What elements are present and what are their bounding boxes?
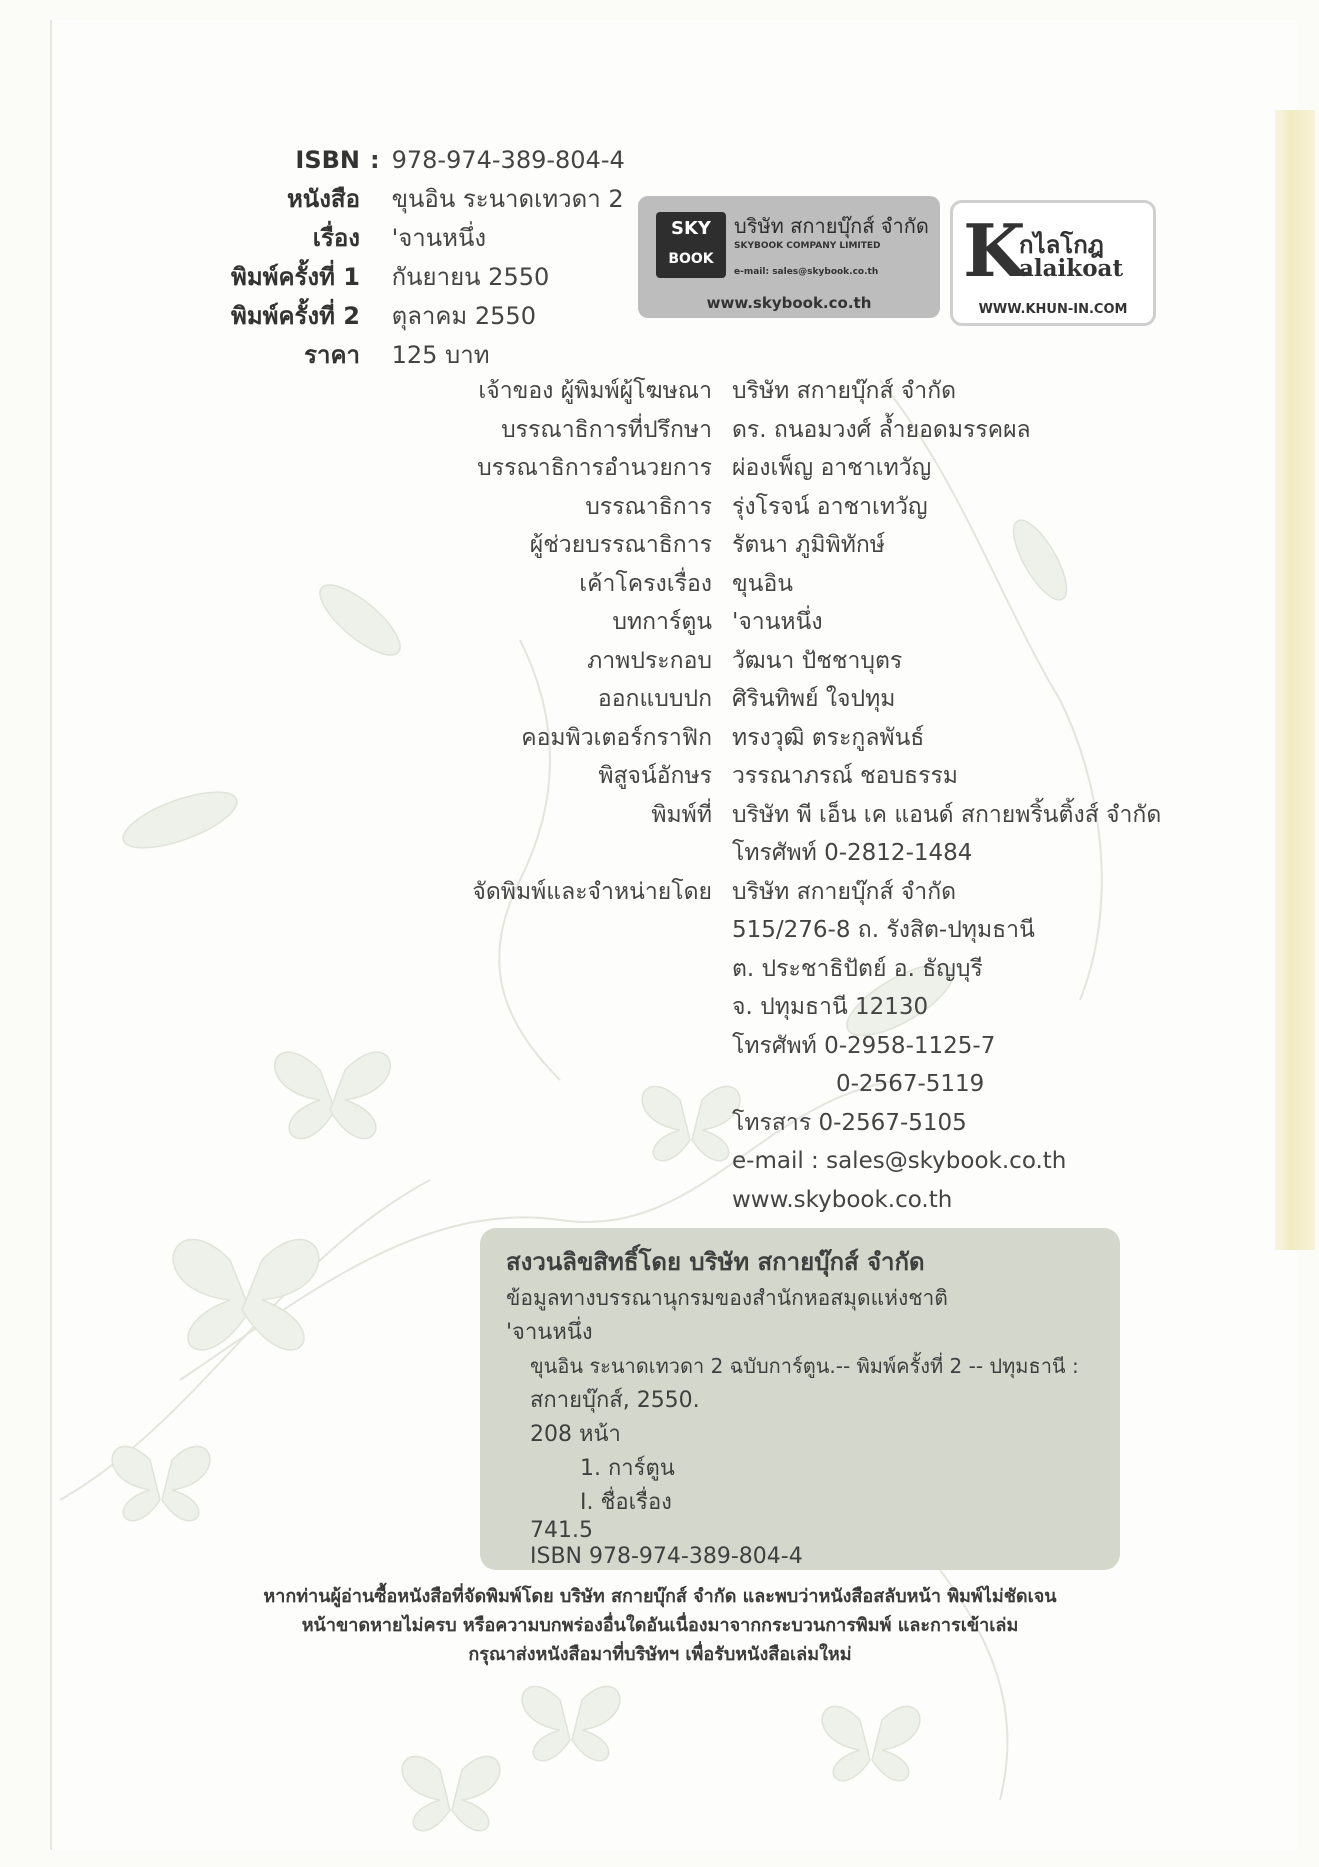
biblio-value: 125 บาท bbox=[391, 341, 490, 369]
credit-role bbox=[400, 1142, 732, 1181]
credit-role: เจ้าของ ผู้พิมพ์ผู้โฆษณา bbox=[478, 378, 712, 405]
cip-pages: 208 หน้า bbox=[530, 1422, 621, 1447]
credit-role bbox=[400, 1065, 732, 1104]
kalaikoat-url: WWW.KHUN-IN.COM bbox=[978, 302, 1128, 317]
credit-row bbox=[400, 1104, 1161, 1143]
credit-row bbox=[400, 449, 1161, 488]
credit-row bbox=[400, 680, 1161, 719]
credit-name: โทรศัพท์ 0-2812-1484 bbox=[732, 840, 973, 867]
credit-role: พิมพ์ที่ bbox=[651, 801, 712, 828]
biblio-key: เรื่อง bbox=[312, 224, 360, 252]
credit-name: บริษัท สกายบุ๊กส์ จำกัด bbox=[732, 878, 957, 905]
credit-row bbox=[400, 526, 1161, 565]
credit-name: รัตนา ภูมิพิทักษ์ bbox=[732, 532, 885, 559]
cip-isbn: ISBN 978-974-389-804-4 bbox=[530, 1544, 803, 1569]
credit-role bbox=[400, 911, 732, 950]
credit-name: ศิรินทิพย์ ใจปทุม bbox=[732, 686, 896, 713]
biblio-key: ราคา bbox=[304, 341, 360, 369]
credit-role: พิสูจน์อักษร bbox=[598, 763, 712, 790]
credit-role: บทการ์ตูน bbox=[612, 609, 712, 636]
biblio-separator bbox=[370, 257, 392, 296]
credit-row bbox=[400, 372, 1161, 411]
credit-role bbox=[400, 1181, 732, 1220]
credit-name: e-mail : sales@skybook.co.th bbox=[732, 1148, 1067, 1175]
credit-name: ขุนอิน bbox=[732, 570, 793, 597]
kalaikoat-logo-thai: กไลโกฎ bbox=[1019, 231, 1104, 259]
credit-role: บรรณาธิการ bbox=[585, 493, 712, 520]
credit-row bbox=[400, 873, 1161, 912]
cip-title-entry: I. ชื่อเรื่อง bbox=[580, 1490, 672, 1515]
biblio-value: ขุนอิน ระนาดเทวดา 2 bbox=[391, 185, 624, 213]
biblio-separator: : bbox=[370, 145, 380, 174]
credit-name: วัฒนา ปัชชาบุตร bbox=[732, 647, 903, 674]
credit-role: เค้าโครงเรื่อง bbox=[579, 570, 712, 597]
credit-name: 515/276-8 ถ. รังสิต-ปทุมธานี bbox=[732, 917, 1035, 944]
credit-role: ผู้ช่วยบรรณาธิการ bbox=[529, 532, 712, 559]
credit-row bbox=[400, 719, 1161, 758]
credit-role bbox=[400, 834, 732, 873]
credit-role bbox=[400, 1027, 732, 1066]
biblio-key: พิมพ์ครั้งที่ 1 bbox=[231, 263, 360, 291]
cip-description-line-1: ขุนอิน ระนาดเทวดา 2 ฉบับการ์ตูน.-- พิมพ์ครั้งที่ 2 -- ปทุมธานี : bbox=[530, 1354, 1079, 1378]
biblio-separator bbox=[370, 296, 392, 335]
biblio-row-book bbox=[200, 179, 625, 218]
credit-row bbox=[400, 488, 1161, 527]
credit-name: บริษัท พี เอ็น เค แอนด์ สกายพริ้นติ้งส์ จำกัด bbox=[732, 801, 1162, 828]
credit-role bbox=[400, 1104, 732, 1143]
biblio-row-story bbox=[200, 218, 625, 257]
biblio-key: ISBN bbox=[295, 145, 360, 174]
credit-role: ออกแบบปก bbox=[597, 686, 712, 713]
skybook-logo-book: BOOK bbox=[668, 251, 714, 267]
cip-classification: 741.5 bbox=[530, 1518, 593, 1543]
biblio-separator bbox=[370, 179, 392, 218]
credit-row bbox=[400, 603, 1161, 642]
credit-row bbox=[400, 950, 1161, 989]
credit-name: โทรศัพท์ 0-2958-1125-7 bbox=[732, 1032, 996, 1059]
credit-role: บรรณาธิการอำนวยการ bbox=[477, 455, 712, 482]
cataloging-in-publication-box bbox=[480, 1228, 1120, 1570]
skybook-url: www.skybook.co.th bbox=[706, 294, 872, 312]
credits-list bbox=[400, 372, 1161, 1219]
credit-role bbox=[400, 950, 732, 989]
credit-name: ผ่องเพ็ญ อาชาเทวัญ bbox=[732, 455, 932, 482]
credit-name: ต. ประชาธิปัตย์ อ. ธัญบุรี bbox=[732, 955, 983, 982]
biblio-value: ตุลาคม 2550 bbox=[391, 302, 536, 330]
credit-role bbox=[400, 988, 732, 1027]
skybook-company-details bbox=[734, 240, 930, 278]
credit-row bbox=[400, 1142, 1161, 1181]
credit-row bbox=[400, 988, 1161, 1027]
biblio-separator bbox=[370, 335, 392, 374]
kalaikoat-logo bbox=[950, 200, 1156, 326]
credit-row bbox=[400, 757, 1161, 796]
credit-row bbox=[400, 642, 1161, 681]
credit-name: ดร. ถนอมวงศ์ ล้ำยอดมรรคผล bbox=[732, 416, 1031, 443]
biblio-separator bbox=[370, 218, 392, 257]
credit-row bbox=[400, 796, 1161, 835]
notice-line-1: หากท่านผู้อ่านซื้อหนังสือที่จัดพิมพ์โดย บริษัท สกายบุ๊กส์ จำกัด และพบว่าหนังสือสลับหน้า พิมพ์ไม่ชัดเจน bbox=[263, 1586, 1057, 1607]
biblio-value: 'จานหนึ่ง bbox=[391, 224, 487, 252]
notice-line-3: กรุณาส่งหนังสือมาที่บริษัทฯ เพื่อรับหนังสือเล่มใหม่ bbox=[468, 1644, 852, 1665]
credit-name: บริษัท สกายบุ๊กส์ จำกัด bbox=[732, 378, 957, 405]
skybook-logo bbox=[638, 196, 940, 318]
credit-row bbox=[400, 1027, 1161, 1066]
credit-name: ทรงวุฒิ ตระกูลพันธ์ bbox=[732, 724, 925, 751]
copyright-line: สงวนลิขสิทธิ์โดย บริษัท สกายบุ๊กส์ จำกัด bbox=[506, 1248, 925, 1276]
skybook-logo-sky: SKY bbox=[671, 218, 711, 239]
credit-row bbox=[400, 834, 1161, 873]
kalaikoat-logo-latin: alaikoat bbox=[1019, 255, 1124, 282]
biblio-row-print-1 bbox=[200, 257, 625, 296]
biblio-row-isbn bbox=[200, 140, 625, 179]
biblio-key: หนังสือ bbox=[286, 185, 360, 213]
credit-role: จัดพิมพ์และจำหน่ายโดย bbox=[472, 878, 712, 905]
defect-notice bbox=[150, 1582, 1170, 1669]
credit-name: www.skybook.co.th bbox=[732, 1186, 953, 1213]
credit-row bbox=[400, 1181, 1161, 1220]
credit-role: บรรณาธิการที่ปรึกษา bbox=[501, 416, 712, 443]
credit-row bbox=[400, 411, 1161, 450]
credit-row bbox=[400, 911, 1161, 950]
kalaikoat-logo-letter: K bbox=[963, 208, 1026, 293]
credit-row bbox=[400, 565, 1161, 604]
credit-name: 0-2567-5119 bbox=[836, 1071, 985, 1098]
cip-subject: 1. การ์ตูน bbox=[580, 1456, 675, 1481]
skybook-email: e-mail: sales@skybook.co.th bbox=[734, 267, 879, 277]
credit-role: คอมพิวเตอร์กราฟิก bbox=[521, 724, 712, 751]
biblio-key: พิมพ์ครั้งที่ 2 bbox=[231, 302, 360, 330]
credit-role: ภาพประกอบ bbox=[587, 647, 712, 674]
skybook-company-en: SKYBOOK COMPANY LIMITED bbox=[734, 241, 881, 251]
credit-name: โทรสาร 0-2567-5105 bbox=[732, 1109, 967, 1136]
credit-name: วรรณาภรณ์ ชอบธรรม bbox=[732, 763, 958, 790]
cip-heading: ข้อมูลทางบรรณานุกรมของสำนักหอสมุดแห่งชาติ bbox=[506, 1286, 948, 1310]
skybook-company-name: บริษัท สกายบุ๊กส์ จำกัด bbox=[734, 214, 929, 238]
credit-name: จ. ปทุมธานี 12130 bbox=[732, 994, 929, 1021]
credit-name: 'จานหนึ่ง bbox=[732, 609, 823, 636]
biblio-row-print-2 bbox=[200, 296, 625, 335]
biblio-value: 978-974-389-804-4 bbox=[391, 145, 625, 174]
notice-line-2: หน้าขาดหายไม่ครบ หรือความบกพร่องอื่นใดอันเนื่องมาจากกระบวนการพิมพ์ และการเข้าเล่ม bbox=[301, 1615, 1019, 1636]
cip-description-line-2: สกายบุ๊กส์, 2550. bbox=[530, 1388, 700, 1413]
cip-author: 'จานหนึ่ง bbox=[506, 1320, 593, 1345]
biblio-value: กันยายน 2550 bbox=[391, 263, 550, 291]
skybook-logo-mark bbox=[656, 212, 726, 278]
biblio-row-price bbox=[200, 335, 625, 374]
bibliographic-info bbox=[200, 140, 625, 374]
credit-name: รุ่งโรจน์ อาชาเทวัญ bbox=[732, 493, 928, 520]
credit-row bbox=[400, 1065, 1161, 1104]
